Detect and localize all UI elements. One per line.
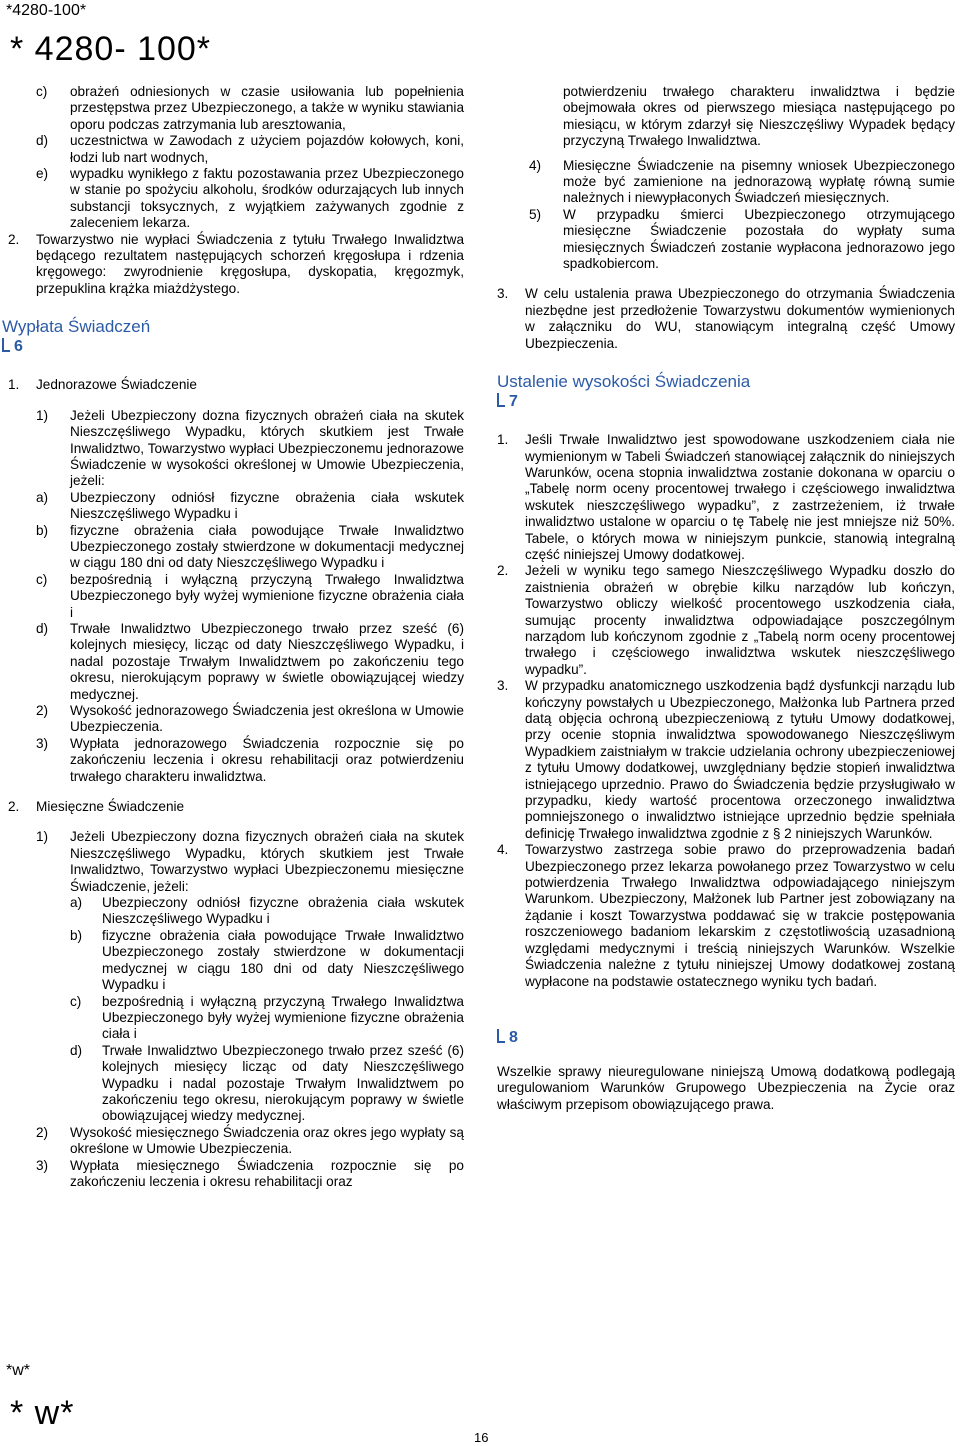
item-text: fizyczne obrażenia ciała powodujące Trwałe Inwalidztwo Ubezpieczonego zostały stwierdzone w dokumentacji medycznej w ciągu 180 dni od daty Nieszczęśliwego Wypadku i [102,927,464,993]
item-text: Jeżeli Ubezpieczony dozna fizycznych obrażeń ciała na skutek Nieszczęśliwego Wypadku, których skutkiem jest Trwałe Inwalidztwo, Towarzystwo wypłaci Ubezpieczonemu miesięczne Świadczenie, jeżeli: [70,829,464,894]
list-item [8,621,464,703]
list-item [8,84,464,133]
item-text: Towarzystwo zastrzega sobie prawo do przeprowadzenia badań Ubezpieczonego przez lekarza powołanego przez Towarzystwo w celu potwierdzenia Trwałego Inwalidztwa odpowiadającego niniejszym Warunkom. Ubezpieczony, Małżonek lub Partner jest zobowiązany na żądanie i koszt Towarzystwa poddawać się w trakcie postępowania roszczeniowego badaniom lekarskim z częstotliwością uzasadnioną względami medycznymi i treścią niniejszych Warunków. Wszelkie Świadczenia należne z tytułu niniejszej Umowy dodatkowej zostaną wypłacone na podstawie ostatecznego wyniku tych badań. [525,842,955,989]
item-label: c) [70,993,82,1009]
item-label: 1. [497,432,509,448]
list-item [8,1125,464,1158]
list-item [497,678,955,842]
section-number: 7 [509,393,518,411]
item-text: Jeśli Trwałe Inwalidztwo jest spowodowane uszkodzeniem ciała nie wymienionym w Tabeli Świadczeń stanowiącej załącznik do niniejszych Warunków, ocena stopnia inwalidztwa zostanie dokonana w oparciu o „Tabelę norm oceny procentowej trwałego i częściowego inwalidztwa wskutek nieszczęśliwego wypadku”, z zastrzeżeniem, iż trwałe inwalidztwo ustalone w oparciu o tę Tabelę nie jest mniejsze niż 50%. Tabele, o których mowa w niniejszym punkcie, stanowią integralną część niniejszej Umowy dodatkowej. [525,432,955,562]
list-item [8,232,464,298]
item-label: 3) [36,1157,49,1173]
item-text: Miesięczne Świadczenie na pisemny wniosek Ubezpieczonego może być zamienione na jednorazową wypłatę równą sumie należnych i niewypłaconych Świadczeń miesięcznych. [563,157,955,206]
item-label: b) [70,927,83,943]
section-mark-icon [497,393,505,407]
item-label: 2. [497,563,509,579]
item-text: obrażeń odniesionych w czasie usiłowania lub popełnienia przestępstwa przez Ubezpieczonego, a także w wyniku stawiania oporu podczas zatrzymania lub aresztowania, [70,84,464,132]
item-text: Wysokość jednorazowego Świadczenia jest określona w Umowie Ubezpieczenia. [70,703,464,735]
left-column [2,84,464,1190]
item-label: d) [36,133,49,149]
list-item [497,432,955,563]
list-item [8,1158,464,1191]
item-label: 3. [497,286,509,302]
barcode-top: * 4280- 100* [10,30,212,68]
list-item [8,736,464,785]
item-label: c) [36,84,48,99]
item-text: Towarzystwo nie wypłaci Świadczenia z tytułu Trwałego Inwalidztwa będącego rezultatem następujących schorzeń kręgosłupa i rdzenia kręgowego: zwyrodnienie kręgosłupa, dyskopatia, kręgozmyk, przepuklina krążka miażdżystego. [36,231,464,296]
list-item [8,829,464,895]
item-label: d) [36,620,49,636]
item-label: 4. [497,842,509,858]
list-item [8,166,464,232]
item-text: Miesięczne Świadczenie [36,799,185,815]
item-text: Wypłata jednorazowego Świadczenia rozpocznie się po zakończeniu leczenia i okresu rehabilitacji oraz potwierdzeniu trwałego charakteru inwalidztwa. [70,735,464,784]
list-item [8,994,464,1043]
item-text: Wysokość miesięcznego Świadczenia oraz okres jego wypłaty są określone w Umowie Ubezpieczenia. [70,1124,464,1157]
item-text: Jeżeli w wyniku tego samego Nieszczęśliwego Wypadku doszło do zaistnienia obrażeń w obrębie kilku narządów lub kończyn, Towarzystwo obliczy wielkość procentowego uszkodzenia ciała, sumując procenty inwalidztwa odpowiadające poszczególnym narządom lub kończynom zgodnie z „Tabelą norm oceny procentowej trwałego i częściowego inwalidztwa wskutek nieszczęśliwego wypadku”. [525,563,955,677]
page-number: 16 [474,1430,489,1445]
item-text: Wypłata miesięcznego Świadczenia rozpocznie się po zakończeniu leczenia i okresu rehabilitacji oraz [70,1157,464,1189]
item-text: W celu ustalenia prawa Ubezpieczonego do otrzymania Świadczenia niezbędne jest przedłożenie Towarzystwu dokumentów wymienionych w załączniku do WU, stanowiącym integralną część Umowy Ubezpieczenia. [525,286,955,351]
item-label: 5) [529,206,542,222]
list-item [497,842,955,990]
barcode-bottom: * w* [10,1394,75,1432]
item-text: potwierdzeniu trwałego charakteru inwalidztwa i będzie obejmowała okres od pierwszego miesiąca następującego po miesiącu, w którym zdarzył się Nieszczęśliwy Wypadek będący przyczyną Trwałego Inwalidztwa. [563,84,955,149]
section-mark-icon [2,338,10,352]
section-heading-6: Wypłata Świadczeń [2,317,151,337]
item-text: wypadku wynikłego z faktu pozostawania przez Ubezpieczonego w stanie po spożyciu alkoholu, środków odurzających lub innych substancji toksycznych, z wyjątkiem zażywanych zgodnie z zaleceniem lekarza. [70,166,464,231]
item-text: Ubezpieczony odniósł fizyczne obrażenia ciała wskutek Nieszczęśliwego Wypadku i [70,489,464,522]
item-label: a) [36,489,49,505]
list-item [8,895,464,928]
list-item [497,158,955,207]
list-item [497,286,955,352]
list-item [8,1043,464,1125]
right-column [497,84,955,1113]
item-text: Jeżeli Ubezpieczony dozna fizycznych obrażeń ciała na skutek Nieszczęśliwego Wypadku, których skutkiem jest Trwałe Inwalidztwo, Towarzystwo wypłaci Ubezpieczonemu jednorazowe Świadczenie w wysokości określonej w Umowie Ubezpieczenia, jeżeli: [70,407,464,489]
item-text: Ubezpieczony odniósł fizyczne obrażenia ciała wskutek Nieszczęśliwego Wypadku i [102,895,464,927]
section-number-7 [497,392,955,412]
list-item [8,703,464,736]
continued-paragraph [497,84,955,150]
section-number: 6 [14,338,23,356]
list-item [8,523,464,572]
item-label: 3. [497,678,509,694]
barcode-text-bottom: *w* [6,1362,31,1379]
section-mark-icon [497,1029,505,1043]
item-label: d) [70,1042,83,1058]
item-label: 2. [8,231,20,247]
section-number-6 [2,337,464,357]
item-text: Jednorazowe Świadczenie [36,377,197,393]
item-text: bezpośrednią i wyłączną przyczyną Trwałego Inwalidztwa Ubezpieczonego były wyżej wymienione fizyczne obrażenia ciała i [70,571,464,620]
list-item [8,928,464,994]
item-label: a) [70,895,83,911]
section-number-8 [497,1028,955,1048]
list-item [497,207,955,273]
item-text: bezpośrednią i wyłączną przyczyną Trwałego Inwalidztwa Ubezpieczonego były wyżej wymienione fizyczne obrażenia ciała i [102,993,464,1042]
item-label: 2) [36,1124,49,1140]
section-number: 8 [509,1028,518,1046]
item-label: 4) [529,157,542,173]
subsection-heading [8,799,464,815]
item-label: c) [36,571,48,587]
list-item [8,133,464,166]
section-8-text: Wszelkie sprawy nieuregulowane niniejszą Umową dodatkową podlegają uregulowaniom Warunków Grupowego Ubezpieczenia na Życie oraz właściwym przepisom obowiązującego prawa. [497,1063,955,1112]
item-label: 1) [36,829,49,845]
item-text: Trwałe Inwalidztwo Ubezpieczonego trwało przez sześć (6) kolejnych miesięcy licząc od daty Nieszczęśliwego Wypadku i nadal pozostaje Trwałym Inwalidztwem po zakończeniu tego okresu, nierokującym poprawy w świetle obowiązującej wiedzy medycznej. [102,1042,464,1124]
item-label: e) [36,166,49,182]
list-item [8,490,464,523]
item-text: W przypadku śmierci Ubezpieczonego otrzymującego miesięczne Świadczenie pozostała do wypłaty suma miesięcznych Świadczeń zostanie wypłacona jednorazowo jego spadkobiercom. [563,206,955,272]
section-heading-7: Ustalenie wysokości Świadczenia [497,372,751,392]
item-text: Trwałe Inwalidztwo Ubezpieczonego trwało przez sześć (6) kolejnych miesięcy, licząc od daty Nieszczęśliwego Wypadku, i nadal pozostaje Trwałym Inwalidztwem po zakończeniu tego okresu, nierokującym poprawy w świetle obowiązującej wiedzy medycznej. [70,620,464,702]
item-label: 2. [8,799,20,815]
item-label: 1. [8,377,20,393]
item-text: W przypadku anatomicznego uszkodzenia bądź dysfunkcji narządu lub kończyny powstałych u Ubezpieczonego, Małżonka lub Partnera przed datą objęcia ochroną ubezpieczeniową z tytułu Umowy dodatkowej, przy ocenie stopnia inwalidztwa spowodowanego Nieszczęśliwym Wypadkiem zaistniałym w trakcie udzielania ochrony ubezpieczeniowej z tytułu Umowy dodatkowej, uwzględniany będzie stopień inwalidztwa istniejącego uprzednio. Prawo do Świadczenia będzie przysługiwało w przypadku, kiedy wartość procentowa orzeczonego inwalidztwa pomniejszonego o inwalidztwo istniejące uprzednio będzie spełniała definicję Trwałego inwalidztwa zgodnie z § 2 niniejszych Warunków. [525,678,955,841]
item-label: 1) [36,407,49,423]
barcode-text-top: *4280-100* [6,2,87,19]
item-label: 3) [36,735,49,751]
list-item [8,408,464,490]
item-label: 2) [36,703,49,718]
list-item [497,563,955,678]
item-label: b) [36,522,49,538]
list-item [8,572,464,621]
item-text: uczestnictwa w Zawodach z użyciem pojazdów kołowych, koni, łodzi lub nart wodnych, [70,133,464,165]
item-text: fizyczne obrażenia ciała powodujące Trwałe Inwalidztwo Ubezpieczonego zostały stwierdzone w dokumentacji medycznej w ciągu 180 dni od daty Nieszczęśliwego Wypadku i [70,522,464,571]
subsection-heading [8,377,464,393]
